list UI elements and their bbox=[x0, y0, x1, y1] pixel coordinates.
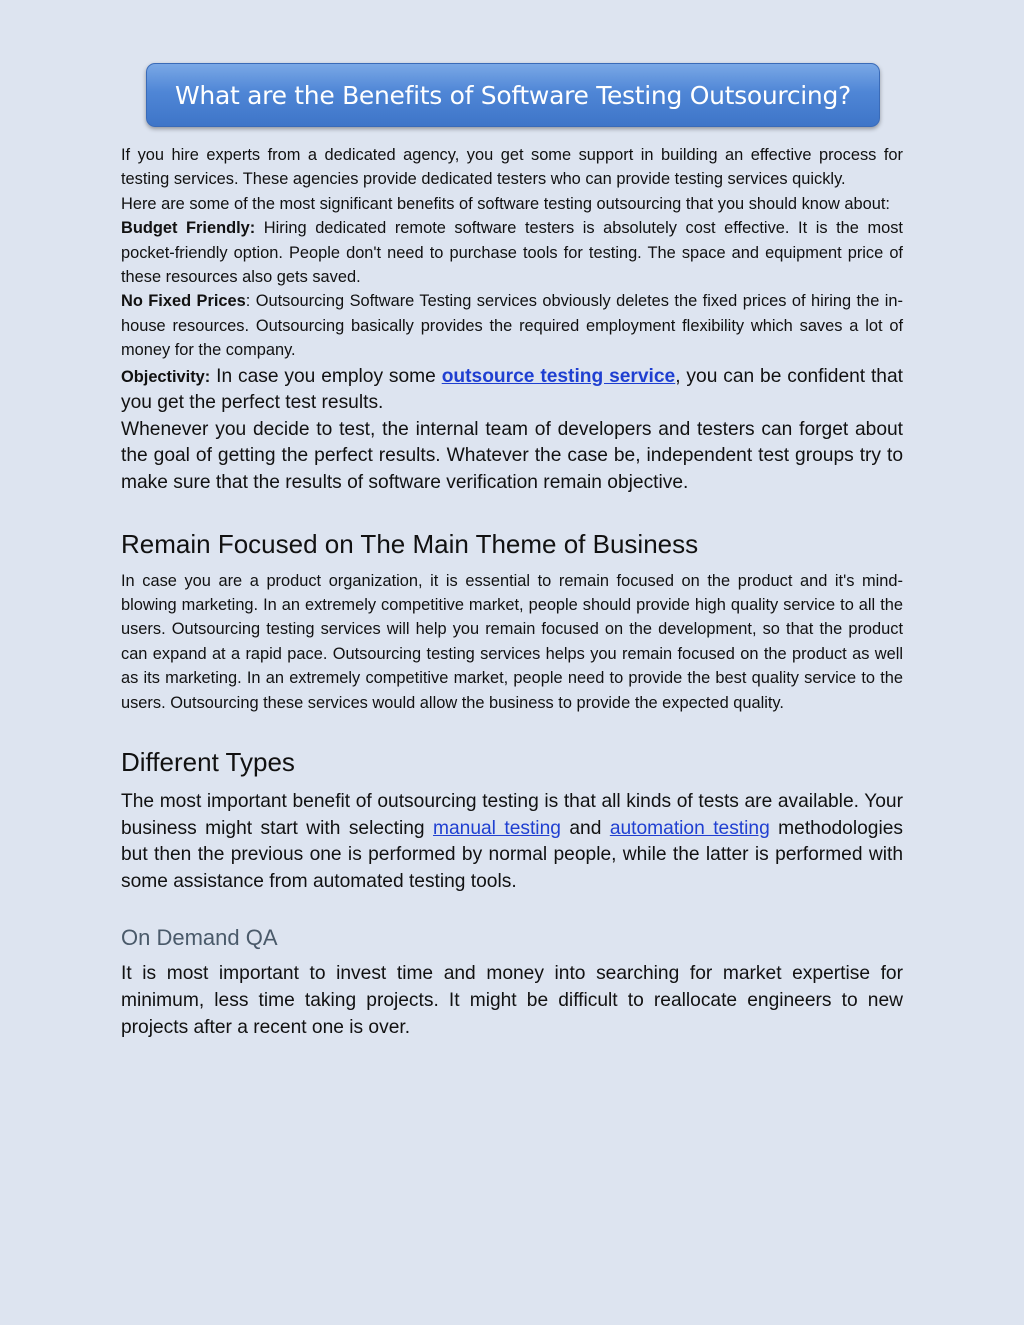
focus-heading: Remain Focused on The Main Theme of Business bbox=[121, 528, 699, 559]
on-demand-paragraph: It is most important to invest time and money into searching for market expertise for minimum, less time taking projects. It might be difficult to reallocate engineers to new projects after a recent one is over. bbox=[121, 963, 903, 1038]
objectivity-label: Objectivity: bbox=[121, 367, 211, 386]
types-text-mid: and bbox=[560, 817, 610, 839]
on-demand-heading: On Demand QA bbox=[121, 925, 278, 951]
page-title: What are the Benefits of Software Testing Outsourcing? bbox=[175, 80, 851, 110]
title-banner bbox=[146, 63, 880, 127]
budget-text: Hiring dedicated remote software testers is absolutely cost effective. It is the most pocket-friendly option. People don't need to purchase tools for testing. The space and equipment price of these resources also gets saved. bbox=[121, 219, 903, 287]
fixed-prices-label: No Fixed Prices bbox=[121, 292, 246, 311]
intro-paragraph-1: If you hire experts from a dedicated agency, you get some support in building an effective process for testing services. These agencies provide dedicated testers who can provide testing services quickly. bbox=[121, 146, 903, 189]
budget-paragraph bbox=[121, 216, 903, 289]
types-text-after: methodologies but then the previous one is performed by normal people, while the latter is performed with some assistance from automated testing tools. bbox=[121, 817, 903, 892]
fixed-prices-paragraph bbox=[121, 289, 903, 362]
objectivity-paragraph bbox=[121, 364, 903, 417]
manual-testing-link[interactable]: manual testing bbox=[433, 817, 561, 839]
budget-label: Budget Friendly: bbox=[121, 219, 256, 238]
objectivity-paragraph-2: Whenever you decide to test, the internal team of developers and testers can forget about the goal of getting the perfect results. Whatever the case be, independent test groups try to make sure that the results of software verification remain objective. bbox=[121, 418, 903, 494]
focus-paragraph: In case you are a product organization, it is essential to remain focused on the product and it's mind-blowing marketing. In an extremely competitive market, people should provide high quality service to all the users. Outsourcing testing services will help you remain focused on the development, so that the product can expand at a rapid pace. Outsourcing testing services helps you remain focused on the product as well as its marketing. In an extremely competitive market, people need to provide the best quality service to the users. Outsourcing these services would allow the business to provide the expected quality. bbox=[121, 571, 903, 712]
types-text-before: The most important benefit of outsourcing testing is that all kinds of tests are available. Your business might start with selecting bbox=[121, 791, 903, 839]
automation-testing-link[interactable]: automation testing bbox=[609, 817, 770, 839]
outsource-testing-service-link[interactable]: outsource testing service bbox=[441, 365, 676, 387]
intro-paragraph-2: Here are some of the most significant benefits of software testing outsourcing that you should know about: bbox=[121, 194, 890, 213]
types-paragraph bbox=[121, 789, 903, 895]
types-heading: Different Types bbox=[121, 747, 295, 778]
fixed-prices-text: : Outsourcing Software Testing services obviously deletes the fixed prices of hiring the in-house resources. Outsourcing basically provides the required employment flexibility which saves a lot of money for the company. bbox=[121, 292, 903, 360]
document-body bbox=[121, 143, 903, 1041]
objectivity-text-after: , you can be confident that you get the perfect test results. bbox=[121, 365, 903, 414]
objectivity-text-before: In case you employ some bbox=[210, 365, 442, 387]
